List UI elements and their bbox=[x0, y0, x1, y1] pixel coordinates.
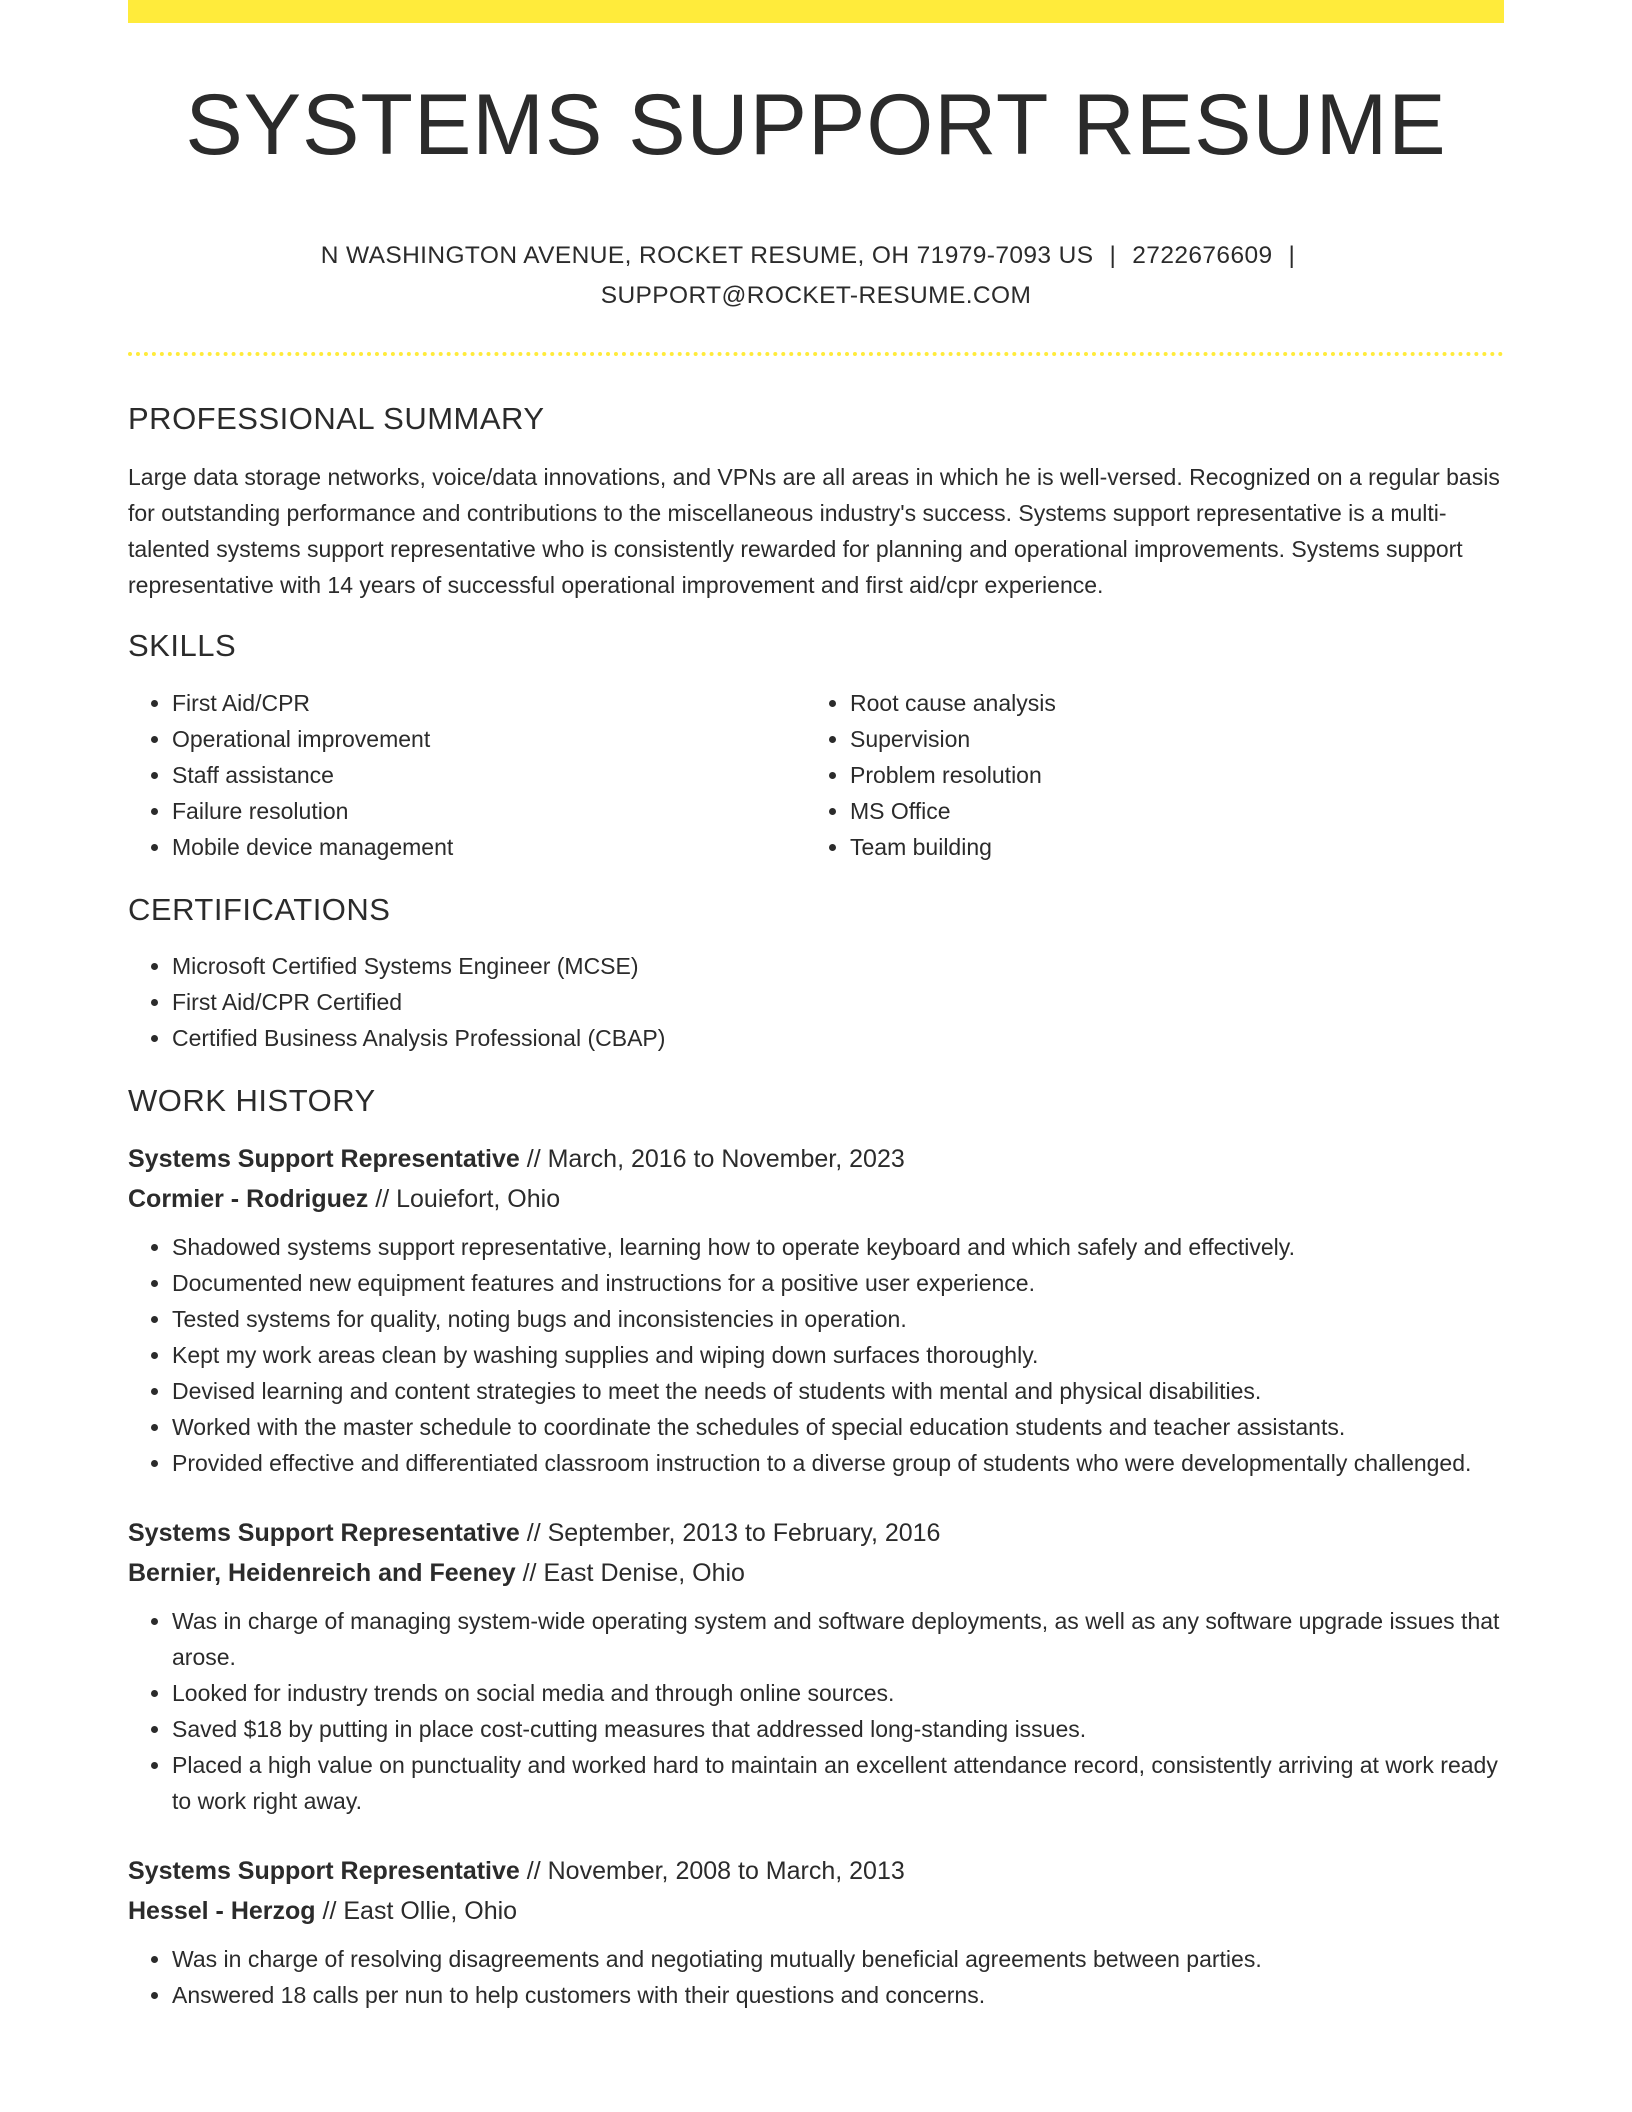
job-company: Hessel - Herzog bbox=[128, 1897, 316, 1926]
job-bullets bbox=[128, 1603, 1504, 1819]
job-title-line bbox=[128, 1513, 1504, 1553]
job-location: East Denise, Ohio bbox=[543, 1559, 745, 1588]
job-title: Systems Support Representative bbox=[128, 1857, 520, 1886]
dotted-divider bbox=[128, 352, 1504, 356]
job-entry bbox=[128, 1139, 1504, 1481]
job-divider: // bbox=[526, 1519, 541, 1548]
list-item: • Tested systems for quality, noting bugs and inconsistencies in operation. bbox=[172, 1301, 1504, 1337]
skills-heading: SKILLS bbox=[128, 628, 237, 664]
job-divider: // bbox=[375, 1185, 390, 1214]
list-item: • Was in charge of resolving disagreements and negotiating mutually beneficial agreements between parties. bbox=[172, 1941, 1504, 1977]
list-item: • Saved $18 by putting in place cost-cutting measures that addressed long-standing issues. bbox=[172, 1711, 1504, 1747]
job-company-line bbox=[128, 1891, 1504, 1931]
list-item: • Placed a high value on punctuality and worked hard to maintain an excellent attendance record, consistently arriving at work ready to work right away. bbox=[172, 1747, 1504, 1819]
resume-page bbox=[128, 0, 1504, 2013]
job-dates: March, 2016 to November, 2023 bbox=[547, 1145, 905, 1174]
certifications-section bbox=[128, 891, 1504, 1056]
job-location: East Ollie, Ohio bbox=[343, 1897, 518, 1926]
job-entry bbox=[128, 1851, 1504, 2013]
contact-separator: | bbox=[1288, 242, 1296, 270]
certifications-list bbox=[128, 948, 1504, 1056]
contact-email: SUPPORT@ROCKET-RESUME.COM bbox=[600, 282, 1032, 310]
skills-grid bbox=[128, 665, 1504, 865]
job-location: Louiefort, Ohio bbox=[396, 1185, 561, 1214]
job-dates: September, 2013 to February, 2016 bbox=[547, 1519, 941, 1548]
contact-phone: 2722676609 bbox=[1132, 242, 1273, 270]
summary-heading: PROFESSIONAL SUMMARY bbox=[128, 401, 545, 437]
job-title: Systems Support Representative bbox=[128, 1519, 520, 1548]
resume-title: SYSTEMS SUPPORT RESUME bbox=[185, 77, 1447, 173]
list-item: • Operational improvement bbox=[172, 721, 806, 757]
list-item: • Documented new equipment features and instructions for a positive user experience. bbox=[172, 1265, 1504, 1301]
contact-line-2 bbox=[128, 276, 1504, 316]
list-item: • MS Office bbox=[850, 793, 1484, 829]
list-item: • Was in charge of managing system-wide operating system and software deployments, as well as any software upgrade issues that arose. bbox=[172, 1603, 1504, 1675]
list-item: • Microsoft Certified Systems Engineer (MCSE) bbox=[172, 948, 1504, 984]
job-divider: // bbox=[522, 1559, 537, 1588]
job-title-line bbox=[128, 1139, 1504, 1179]
job-entry bbox=[128, 1513, 1504, 1819]
work-history-heading: WORK HISTORY bbox=[128, 1082, 376, 1118]
contact-separator: | bbox=[1109, 242, 1117, 270]
job-company-line bbox=[128, 1179, 1504, 1219]
job-title-line bbox=[128, 1851, 1504, 1891]
skills-list-right bbox=[806, 685, 1484, 865]
list-item: • Supervision bbox=[850, 721, 1484, 757]
list-item: • Provided effective and differentiated classroom instruction to a diverse group of students who were developmentally challenged. bbox=[172, 1445, 1504, 1481]
contact-info bbox=[128, 236, 1504, 316]
list-item: • Failure resolution bbox=[172, 793, 806, 829]
list-item: • Mobile device management bbox=[172, 829, 806, 865]
job-divider: // bbox=[526, 1857, 541, 1886]
work-history-section bbox=[128, 1082, 1504, 2013]
job-dates: November, 2008 to March, 2013 bbox=[547, 1857, 905, 1886]
contact-address: N WASHINGTON AVENUE, ROCKET RESUME, OH 71979-7093 US bbox=[320, 242, 1094, 270]
list-item: • Staff assistance bbox=[172, 757, 806, 793]
job-company: Bernier, Heidenreich and Feeney bbox=[128, 1559, 516, 1588]
job-divider: // bbox=[526, 1145, 541, 1174]
list-item: • Devised learning and content strategies to meet the needs of students with mental and physical disabilities. bbox=[172, 1373, 1504, 1409]
contact-line-1 bbox=[128, 236, 1504, 276]
job-company-line bbox=[128, 1553, 1504, 1593]
summary-section bbox=[128, 400, 1504, 603]
list-item: • Kept my work areas clean by washing supplies and wiping down surfaces thoroughly. bbox=[172, 1337, 1504, 1373]
list-item: • Problem resolution bbox=[850, 757, 1484, 793]
list-item: • Team building bbox=[850, 829, 1484, 865]
list-item: • First Aid/CPR bbox=[172, 685, 806, 721]
summary-text: Large data storage networks, voice/data innovations, and VPNs are all areas in which he is well-versed. Recognized on a regular basis for outstanding performance and contributions to the miscellaneous industry's success. Systems support representative is a multi-talented systems support representative who is consistently rewarded for planning and operational improvements. Systems support representative with 14 years of successful operational improvement and first aid/cpr experience. bbox=[128, 464, 1500, 599]
list-item: • Shadowed systems support representative, learning how to operate keyboard and which safely and effectively. bbox=[172, 1229, 1504, 1265]
skills-list-left bbox=[128, 685, 806, 865]
accent-top-bar bbox=[128, 0, 1504, 23]
certifications-heading: CERTIFICATIONS bbox=[128, 891, 391, 927]
list-item: • First Aid/CPR Certified bbox=[172, 984, 1504, 1020]
list-item: • Certified Business Analysis Professional (CBAP) bbox=[172, 1020, 1504, 1056]
job-title: Systems Support Representative bbox=[128, 1145, 520, 1174]
list-item: • Answered 18 calls per nun to help customers with their questions and concerns. bbox=[172, 1977, 1504, 2013]
job-company: Cormier - Rodriguez bbox=[128, 1185, 369, 1214]
list-item: • Worked with the master schedule to coordinate the schedules of special education students and teacher assistants. bbox=[172, 1409, 1504, 1445]
job-bullets bbox=[128, 1941, 1504, 2013]
job-divider: // bbox=[322, 1897, 337, 1926]
list-item: • Root cause analysis bbox=[850, 685, 1484, 721]
list-item: • Looked for industry trends on social media and through online sources. bbox=[172, 1675, 1504, 1711]
job-bullets bbox=[128, 1229, 1504, 1481]
skills-section bbox=[128, 627, 1504, 864]
